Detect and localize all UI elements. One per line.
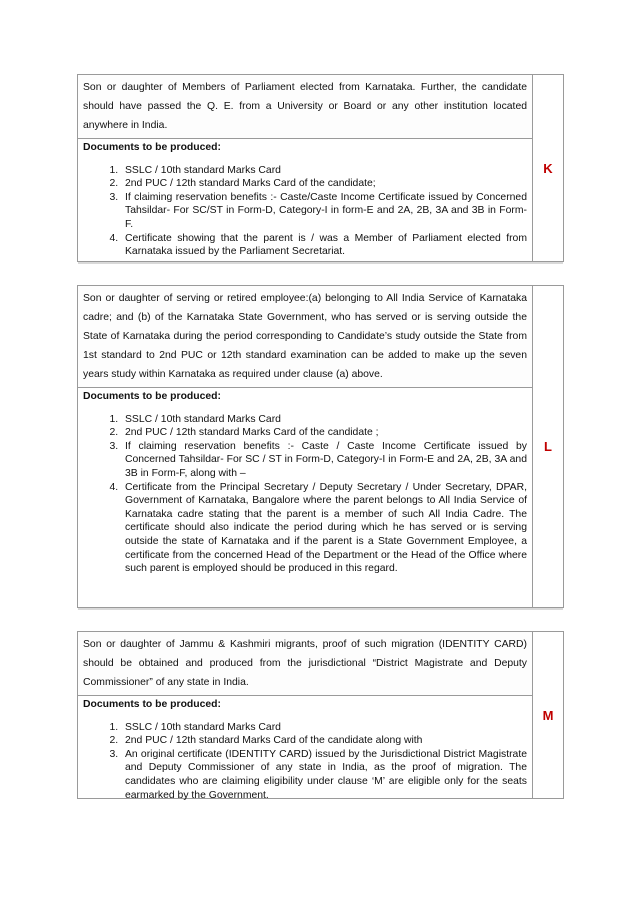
- document-item: 4. Certificate showing that the parent is / was a Member of Parliament elected from Karnataka issued by the Parliament Secretariat.: [121, 232, 527, 259]
- section-k: [77, 74, 564, 262]
- document-item: 1. SSLC / 10th standard Marks Card: [121, 413, 527, 427]
- document-item: 4. Certificate from the Principal Secretary / Deputy Secretary / Under Secretary, DPAR, Government of Karnataka, Bangalore where the parent belongs to All India Service of Karnataka cadre stating that the parent is a member of such All India Cadre. The certificate should also indicate the period during which he has served or is serving outside the state of Karnataka and if the parent is a State Government Employee, a certificate from the concerned Head of the Department or the Head of the Office where such parent is employed should be produced in this regard.: [121, 481, 527, 576]
- category-cell: [533, 286, 563, 607]
- section-divider: [78, 262, 563, 264]
- document-item: 3. An original certificate (IDENTITY CARD) issued by the Jurisdictional District Magistrate and Deputy Commissioner of any state in India, as the proof of migration. The candidates who are claiming eligibility under clause ‘M’ are eligible only for the seats earmarked by the Government.: [121, 748, 527, 802]
- document-item: 3. If claiming reservation benefits :- Caste / Caste Income Certificate issued by Concerned Tahsildar- For SC / ST in Form-D, Category-I in Form-E and 2A, 2B, 3A and 3B in Form-F, along with –: [121, 440, 527, 481]
- documents-list: [83, 413, 527, 576]
- category-letter: K: [543, 160, 553, 176]
- document-item: 2. 2nd PUC / 12th standard Marks Card of the candidate ;: [121, 426, 527, 440]
- documents-title: Documents to be produced:: [83, 699, 221, 710]
- documents-title: Documents to be produced:: [83, 142, 221, 153]
- category-cell: [533, 75, 563, 261]
- section-divider: [78, 608, 563, 610]
- documents-block: [78, 139, 532, 262]
- category-cell: [533, 632, 563, 798]
- category-letter: M: [542, 707, 554, 723]
- documents-title: Documents to be produced:: [83, 391, 221, 402]
- section-description: Son or daughter of Jammu & Kashmiri migrants, proof of such migration (IDENTITY CARD) should be obtained and produced from the jurisdictional “District Magistrate and Deputy Commissioner” of any state in India.: [78, 632, 532, 696]
- section-m: [77, 631, 564, 799]
- document-item: 1. SSLC / 10th standard Marks Card: [121, 164, 527, 178]
- section-l: [77, 285, 564, 608]
- documents-list: [83, 721, 527, 803]
- section-description: Son or daughter of serving or retired employee:(a) belonging to All India Service of Karnataka cadre; and (b) of the Karnataka State Government, who has served or is serving outside the State of Karnataka during the period corresponding to Candidate’s study outside the State from 1st standard to 2nd PUC or 12th standard examination can be added to make up the seven years study within Karnataka as required under clause (a) above.: [78, 286, 532, 388]
- category-letter: L: [544, 439, 552, 454]
- documents-list: [83, 164, 527, 259]
- section-body: [78, 75, 533, 261]
- section-description: Son or daughter of Members of Parliament elected from Karnataka. Further, the candidate should have passed the Q. E. from a University or Board or any other institution located anywhere in India.: [78, 75, 532, 139]
- documents-block: [78, 696, 532, 805]
- document-item: 3. If claiming reservation benefits :- Caste/Caste Income Certificate issued by Concerned Tahsildar- For SC/ST in Form-D, Category-I in form-E and 2A, 2B, 3A and 3B in Form-F.: [121, 191, 527, 232]
- document-item: 2. 2nd PUC / 12th standard Marks Card of the candidate along with: [121, 734, 527, 748]
- document-item: 1. SSLC / 10th standard Marks Card: [121, 721, 527, 735]
- section-body: [78, 286, 533, 607]
- document-item: 2. 2nd PUC / 12th standard Marks Card of the candidate;: [121, 177, 527, 191]
- section-body: [78, 632, 533, 801]
- documents-block: [78, 388, 532, 579]
